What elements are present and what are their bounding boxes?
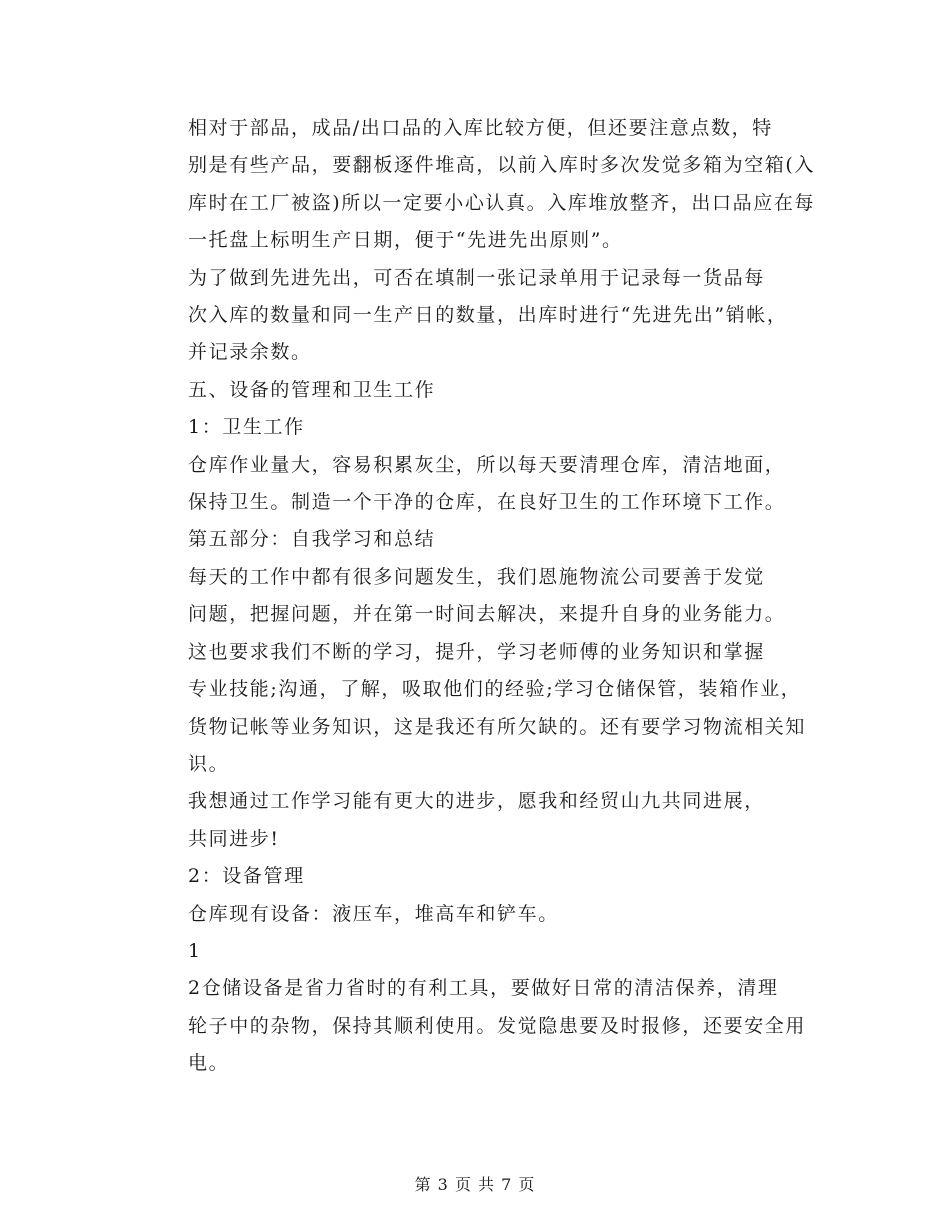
page-footer: 第 3 页 共 7 页 — [414, 1175, 536, 1194]
text-line: 一托盘上标明生产日期，便于“先进先出原则”。 — [188, 229, 623, 252]
text-line: 1 — [188, 939, 202, 962]
paragraph — [188, 372, 822, 409]
paragraph — [142, 260, 822, 372]
paragraph — [142, 559, 822, 634]
text-line: 次入库的数量和同一生产日的数量，出库时进行“先进先出”销帐， — [188, 304, 788, 327]
text-line: 识。 — [188, 752, 230, 775]
text-line: 库时在工厂被盗)所以一定要小心认真。入库堆放整齐，出口品应在每 — [188, 191, 816, 214]
paragraph — [188, 896, 822, 933]
paragraph — [188, 521, 822, 558]
text-line: 问题，把握问题，并在第一时间去解决，来提升自身的业务能力。 — [188, 603, 786, 626]
text-line: 专业技能;沟通，了解，吸取他们的经验;学习仓储保管，装箱作业， — [188, 678, 802, 701]
text-line: 这也要求我们不断的学习，提升，学习老师傅的业务知识和掌握 — [188, 640, 765, 663]
text-line: 1：卫生工作 — [188, 416, 305, 439]
text-line: 电。 — [188, 1052, 230, 1075]
text-line: 仓库现有设备：液压车，堆高车和铲车。 — [188, 902, 559, 925]
text-line: 我想通过工作学习能有更大的进步，愿我和经贸山九共同进展， — [188, 790, 765, 813]
text-line: 并记录余数。 — [188, 341, 312, 364]
text-line: 保持卫生。制造一个干净的仓库，在良好卫生的工作环境下工作。 — [188, 491, 786, 514]
paragraph — [142, 970, 822, 1082]
text-line: 五、设备的管理和卫生工作 — [188, 378, 436, 401]
paragraph — [188, 409, 822, 446]
text-line: 每天的工作中都有很多问题发生，我们恩施物流公司要善于发觉 — [188, 565, 765, 588]
text-line: 轮子中的杂物，保持其顺利使用。发觉隐患要及时报修，还要安全用 — [188, 1014, 807, 1037]
paragraph — [188, 858, 822, 895]
paragraph — [188, 933, 822, 970]
text-line: 为了做到先进先出，可否在填制一张记录单用于记录每一货品每 — [188, 266, 765, 289]
paragraph — [142, 447, 822, 522]
paragraph — [142, 110, 822, 260]
paragraph — [142, 634, 822, 784]
text-line: 2仓储设备是省力省时的有利工具，要做好日常的清洁保养，清理 — [188, 977, 779, 1000]
text-line: 货物记帐等业务知识，这是我还有所欠缺的。还有要学习物流相关知 — [188, 715, 807, 738]
text-line: 相对于部品，成品/出口品的入库比较方便，但还要注意点数，特 — [188, 117, 773, 139]
paragraph — [142, 783, 822, 858]
text-line: 别是有些产品，要翻板逐件堆高，以前入库时多次发觉多箱为空箱(入 — [188, 154, 816, 177]
text-line: 第五部分：自我学习和总结 — [188, 528, 436, 551]
text-line: 仓库作业量大，容易积累灰尘，所以每天要清理仓库，清洁地面， — [188, 453, 786, 476]
text-line: 共同进步! — [188, 827, 280, 850]
text-line: 2：设备管理 — [188, 865, 305, 888]
document-body — [142, 110, 822, 1083]
